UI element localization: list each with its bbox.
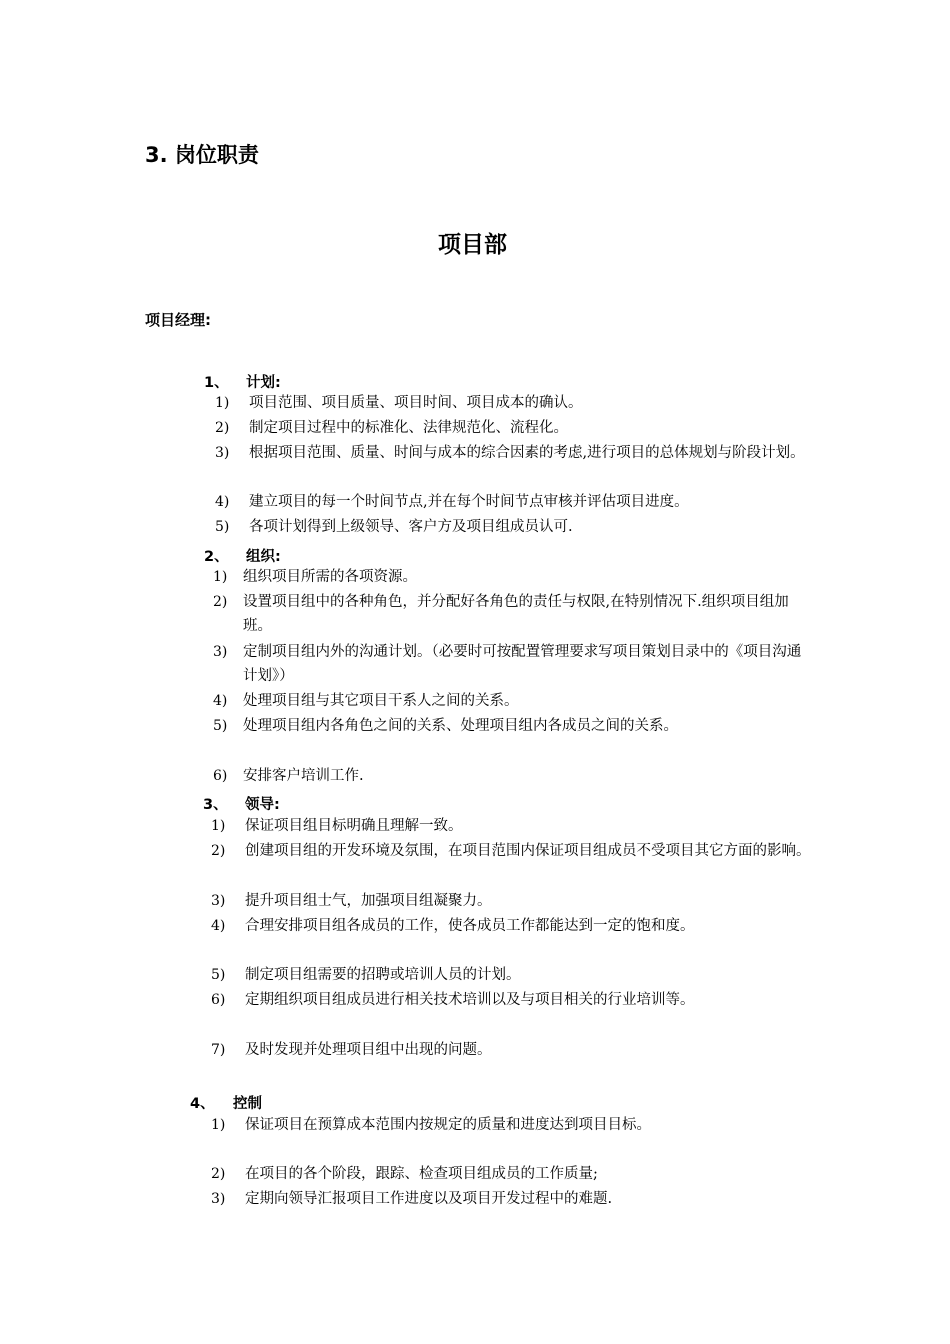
list-item: 组织项目所需的各项资源。 — [243, 569, 417, 585]
list-item-number: 3) — [211, 893, 226, 909]
list-item-number: 3) — [213, 644, 228, 660]
section-heading: 控制 — [233, 1096, 262, 1112]
section-number: 4、 — [190, 1096, 215, 1112]
section-number: 3、 — [203, 797, 228, 813]
list-item: 创建项目组的开发环境及氛围，在项目范围内保证项目组成员不受项目其它方面的影响。 — [245, 843, 811, 859]
list-item-number: 5) — [211, 967, 226, 983]
section-heading: 组织: — [246, 549, 281, 565]
list-item-number: 3) — [211, 1191, 226, 1207]
list-item-number: 2) — [215, 420, 230, 436]
section-number: 2、 — [204, 549, 229, 565]
list-item-number: 4) — [213, 693, 228, 709]
list-item: 在项目的各个阶段，跟踪、检查项目组成员的工作质量; — [245, 1166, 598, 1182]
list-item-number: 2) — [211, 1166, 226, 1182]
list-item: 合理安排项目组各成员的工作，使各成员工作都能达到一定的饱和度。 — [245, 918, 695, 934]
role-title: 项目经理: — [145, 311, 211, 329]
section-heading: 领导: — [245, 797, 280, 813]
list-item-number: 2) — [211, 843, 226, 859]
department-title: 项目部 — [438, 232, 507, 258]
list-item: 处理项目组与其它项目干系人之间的关系。 — [243, 693, 519, 709]
list-item-number: 1) — [213, 569, 228, 585]
list-item: 处理项目组内各角色之间的关系、处理项目组内各成员之间的关系。 — [243, 718, 678, 734]
list-item: 建立项目的每一个时间节点,并在每个时间节点审核并评估项目进度。 — [249, 494, 689, 510]
list-item: 保证项目在预算成本范围内按规定的质量和进度达到项目目标。 — [245, 1117, 651, 1133]
list-item-number: 6) — [211, 992, 226, 1008]
list-item: 定期向领导汇报项目工作进度以及项目开发过程中的难题. — [245, 1191, 613, 1207]
list-item-number: 7) — [211, 1042, 226, 1058]
list-item-number: 1) — [215, 395, 230, 411]
list-item: 定制项目组内外的沟通计划。（必要时可按配置管理要求写项目策划目录中的《项目沟通计划》） — [243, 644, 802, 684]
list-item: 设置项目组中的各种角色，并分配好各角色的责任与权限,在特别情况下.组织项目组加班。 — [243, 594, 789, 634]
list-item-number: 4) — [211, 918, 226, 934]
list-item: 提升项目组士气，加强项目组凝聚力。 — [245, 893, 492, 909]
list-item: 制定项目过程中的标准化、法律规范化、流程化。 — [249, 420, 568, 436]
list-item: 安排客户培训工作. — [243, 768, 364, 784]
list-item: 制定项目组需要的招聘或培训人员的计划。 — [245, 967, 521, 983]
list-item-number: 2) — [213, 594, 228, 610]
list-item: 各项计划得到上级领导、客户方及项目组成员认可. — [249, 519, 573, 535]
list-item: 保证项目组目标明确且理解一致。 — [245, 818, 463, 834]
list-item-number: 5) — [213, 718, 228, 734]
list-item-number: 3) — [215, 445, 230, 461]
list-item: 及时发现并处理项目组中出现的问题。 — [245, 1042, 492, 1058]
section-number: 1、 — [204, 375, 229, 391]
list-item-number: 4) — [215, 494, 230, 510]
section-heading: 计划: — [246, 375, 281, 391]
list-item: 定期组织项目组成员进行相关技术培训以及与项目相关的行业培训等。 — [245, 992, 695, 1008]
list-item-number: 6) — [213, 768, 228, 784]
list-item-number: 5) — [215, 519, 230, 535]
list-item-number: 1) — [211, 1117, 226, 1133]
list-item: 根据项目范围、质量、时间与成本的综合因素的考虑,进行项目的总体规划与阶段计划。 — [249, 445, 805, 461]
list-item-number: 1) — [211, 818, 226, 834]
list-item: 项目范围、项目质量、项目时间、项目成本的确认。 — [249, 395, 583, 411]
section-title: 3. 岗位职责 — [145, 143, 259, 167]
